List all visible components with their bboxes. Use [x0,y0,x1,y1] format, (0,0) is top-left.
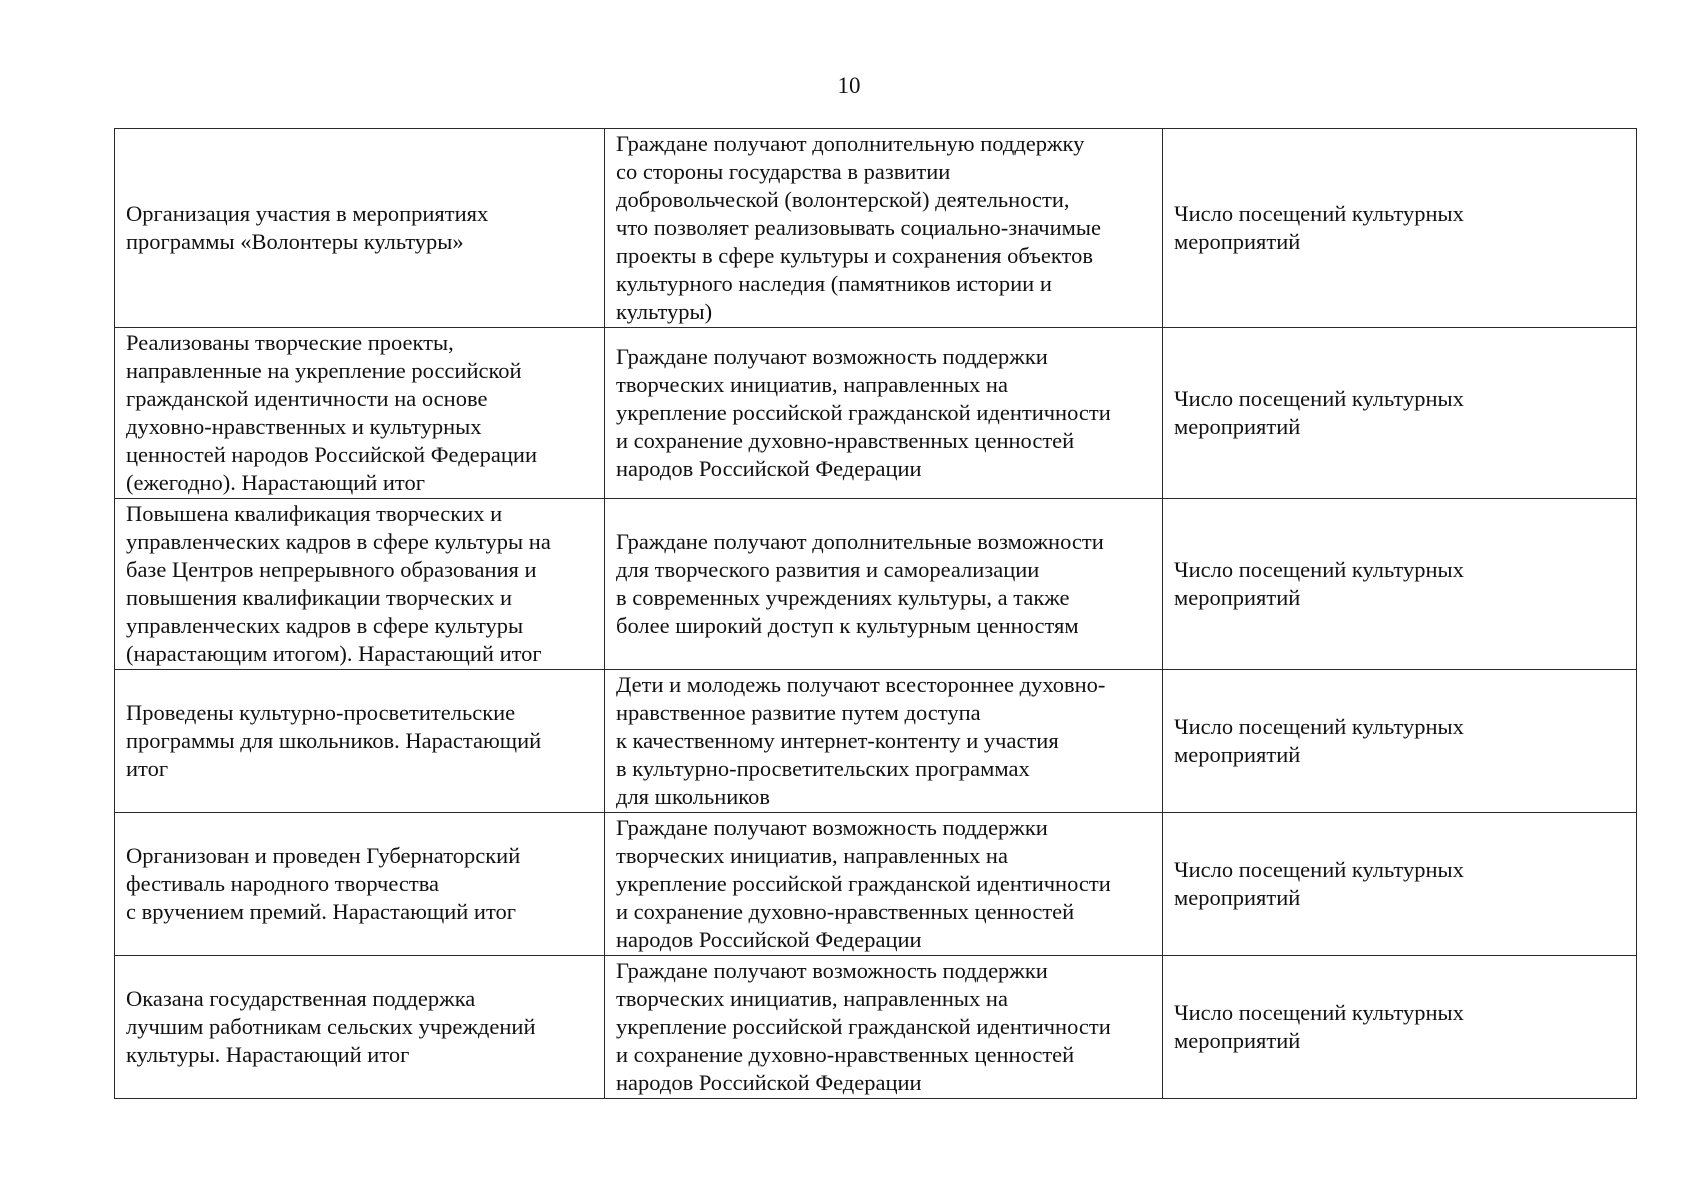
result-cell: Оказана государственная поддержка лучшим работникам сельских учреждений культуры. Нарастающий итог [115,956,605,1099]
effect-cell: Граждане получают возможность поддержки творческих инициатив, направленных на укрепление российской гражданской идентичности и сохранение духовно-нравственных ценностей народов Российской Федерации [605,813,1163,956]
effect-cell: Граждане получают дополнительные возможности для творческого развития и самореализации в современных учреждениях культуры, а также более широкий доступ к культурным ценностям [605,499,1163,670]
table-row [115,956,1637,1099]
table-row [115,670,1637,813]
indicator-cell: Число посещений культурных мероприятий [1163,956,1637,1099]
table-row [115,328,1637,499]
indicator-cell: Число посещений культурных мероприятий [1163,129,1637,328]
indicator-cell: Число посещений культурных мероприятий [1163,328,1637,499]
table-row [115,813,1637,956]
page-number: 10 [837,73,861,98]
table-row [115,499,1637,670]
result-cell: Повышена квалификация творческих и управленческих кадров в сфере культуры на базе Центров непрерывного образования и повышения квалификации творческих и управленческих кадров в сфере культуры (нарастающим итогом). Нарастающий итог [115,499,605,670]
indicator-cell: Число посещений культурных мероприятий [1163,813,1637,956]
indicator-cell: Число посещений культурных мероприятий [1163,670,1637,813]
effect-cell: Граждане получают возможность поддержки творческих инициатив, направленных на укрепление российской гражданской идентичности и сохранение духовно-нравственных ценностей народов Российской Федерации [605,956,1163,1099]
results-table [114,128,1637,1099]
result-cell: Проведены культурно-просветительские программы для школьников. Нарастающий итог [115,670,605,813]
result-cell: Реализованы творческие проекты, направленные на укрепление российской гражданской идентичности на основе духовно-нравственных и культурных ценностей народов Российской Федерации (ежегодно). Нарастающий итог [115,328,605,499]
indicator-cell: Число посещений культурных мероприятий [1163,499,1637,670]
table-row [115,129,1637,328]
effect-cell: Граждане получают возможность поддержки творческих инициатив, направленных на укрепление российской гражданской идентичности и сохранение духовно-нравственных ценностей народов Российской Федерации [605,328,1163,499]
effect-cell: Граждане получают дополнительную поддержку со стороны государства в развитии добровольческой (волонтерской) деятельности, что позволяет реализовывать социально-значимые проекты в сфере культуры и сохранения объектов культурного наследия (памятников истории и культуры) [605,129,1163,328]
result-cell: Организован и проведен Губернаторский фестиваль народного творчества с вручением премий. Нарастающий итог [115,813,605,956]
result-cell: Организация участия в мероприятиях программы «Волонтеры культуры» [115,129,605,328]
effect-cell: Дети и молодежь получают всестороннее духовно- нравственное развитие путем доступа к качественному интернет-контенту и участия в культурно-просветительских программах для школьников [605,670,1163,813]
